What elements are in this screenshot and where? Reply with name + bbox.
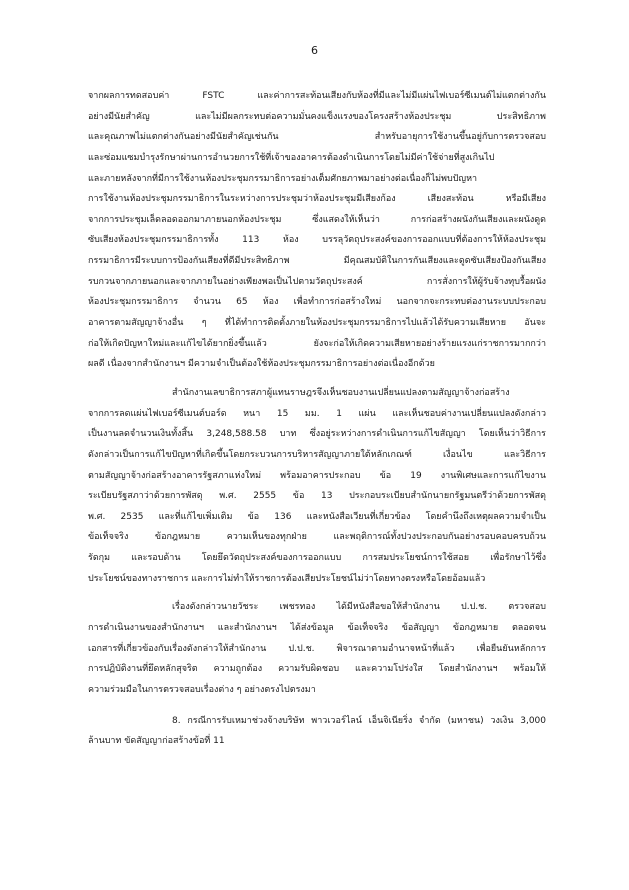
text-line: และซ่อมแซมบำรุงรักษาผ่านการอำนวยการใช้ที่เจ้าของอาคารต้องดำเนินการโดยไม่มีค่าใช้จ่ายที่สูงเกินไป bbox=[88, 152, 495, 163]
paragraph-secretariat-approval bbox=[88, 383, 546, 589]
text-line: ล้านบาท ขัดสัญญาก่อสร้างข้อที่ 11 bbox=[88, 736, 225, 747]
text-line: การใช้งานห้องประชุมกรรมาธิการในระหว่างการประชุมว่าห้องประชุมมีเสียงก้อง เสียงสะท้อน หรือมีเสียง bbox=[88, 194, 546, 205]
text-line: พ.ศ. 2535 และที่แก้ไขเพิ่มเติม ข้อ 136 และหนังสือเวียนที่เกี่ยวข้อง โดยคำนึงถึงเหตุผลความจำเป็น bbox=[88, 511, 546, 522]
text-line: ดังกล่าวเป็นการแก้ไขปัญหาที่เกิดขึ้นโดยกระบวนการบริหารสัญญาภายใต้หลักเกณฑ์ เงื่อนไข และวิธีการ bbox=[88, 449, 546, 460]
paragraph-nacc-review bbox=[88, 597, 546, 700]
text-line: ผลดี เนื่องจากสำนักงานฯ มีความจำเป็นต้องใช้ห้องประชุมกรรมาธิการอย่างต่อเนื่องอีกด้วย bbox=[88, 359, 435, 370]
text-line: อาคารตามสัญญาจ้างอื่น ๆ ที่ได้ทำการติดตั้งภายในห้องประชุมกรรมาธิการไปแล้วได้รับความเสียหาย อันจะ bbox=[88, 318, 546, 329]
text-line: ความร่วมมือในการตรวจสอบเรื่องต่าง ๆ อย่างตรงไปตรงมา bbox=[88, 684, 316, 695]
text-line: อย่างมีนัยสำคัญ และไม่มีผลกระทบต่อความมั่นคงแข็งแรงของโครงสร้างห้องประชุม ประสิทธิภาพ bbox=[88, 111, 546, 122]
text-line: ห้องประชุมกรรมาธิการ จำนวน 65 ห้อง เพื่อทำการก่อสร้างใหม่ นอกจากจะกระทบต่องานระบบประกอบ bbox=[88, 297, 546, 308]
text-line: เรื่องดังกล่าวนายวัชระ เพชรทอง ได้มีหนังสือขอให้สำนักงาน ป.ป.ช. ตรวจสอบ bbox=[172, 602, 546, 613]
page-number: 6 bbox=[311, 44, 318, 57]
text-line: ตามสัญญาจ้างก่อสร้างอาคารรัฐสภาแห่งใหม่ พร้อมอาคารประกอบ ข้อ 19 งานพิเศษและการแก้ไขงาน bbox=[88, 470, 546, 481]
paragraph-spacer bbox=[88, 701, 546, 711]
text-line: และภายหลังจากที่มีการใช้งานห้องประชุมกรรมาธิการอย่างเต็มศักยภาพมาอย่างต่อเนื่องก็ไม่พบปัญหา bbox=[88, 173, 478, 184]
text-line: กรรมาธิการมีระบบการป้องกันเสียงที่ดีมีประสิทธิภาพ มีคุณสมบัติในการกันเสียงและดูดซับเสียงป้องกันเสียง bbox=[88, 256, 546, 267]
paragraph-spacer bbox=[88, 589, 546, 597]
text-line: และคุณภาพไม่แตกต่างกันอย่างมีนัยสำคัญเช่นกัน สำหรับอายุการใช้งานขึ้นอยู่กับการตรวจสอบ bbox=[88, 132, 546, 143]
text-line: ระเบียบรัฐสภาว่าด้วยการพัสดุ พ.ศ. 2555 ข้อ 13 ประกอบระเบียบสำนักนายกรัฐมนตรีว่าด้วยการพัสดุ bbox=[88, 491, 546, 502]
numbered-heading-line: 8. กรณีการรับเหมาช่วงจ้างบริษัท พาวเวอร์ไลน์ เอ็นจิเนียริ่ง จำกัด (มหาชน) วงเงิน 3,000 bbox=[172, 715, 546, 726]
text-line: จากการประชุมเล็ดลอดออกมาภายนอกห้องประชุม ซึ่งแสดงให้เห็นว่า การก่อสร้างผนังกันเสียงและผนังดูด bbox=[88, 214, 546, 225]
section-item-8 bbox=[88, 711, 546, 752]
text-line: ก่อให้เกิดปัญหาใหม่และแก้ไขได้ยากยิ่งขึ้นแล้ว ยังจะก่อให้เกิดความเสียหายอย่างร้ายแรงแก่ราชการมากกว่า bbox=[88, 338, 546, 349]
text-line: การดำเนินงานของสำนักงานฯ และสำนักงานฯ ได้ส่งข้อมูล ข้อเท็จจริง ข้อสัญญา ข้อกฎหมาย ตลอดจน bbox=[88, 623, 546, 634]
text-line: จากผลการทดสอบค่า FSTC และค่าการสะท้อนเสียงกับห้องที่มีและไม่มีแผ่นไฟเบอร์ซีเมนต์ไม่แตกต่างกัน bbox=[88, 91, 546, 101]
paragraph-spacer bbox=[88, 375, 546, 383]
paragraph-fstc-results bbox=[88, 86, 546, 375]
text-line: ซับเสียงห้องประชุมกรรมาธิการทั้ง 113 ห้อง บรรลุวัตถุประสงค์ของการออกแบบที่ต้องการให้ห้องประชุม bbox=[88, 235, 546, 246]
text-line: เอกสารที่เกี่ยวข้องกับเรื่องดังกล่าวให้สำนักงาน ป.ป.ช. พิจารณาตามอำนาจหน้าที่แล้ว เพื่อยืนยันหลักการ bbox=[88, 643, 546, 654]
text-line: การปฏิบัติงานที่ยึดหลักสุจริต ความถูกต้อง ความรับผิดชอบ และความโปร่งใส โดยสำนักงานฯ พร้อมให้ bbox=[88, 664, 546, 675]
document-body bbox=[88, 86, 546, 752]
text-line: ข้อเท็จจริง ข้อกฎหมาย ความเห็นของทุกฝ่าย และพฤติการณ์ทั้งปวงประกอบกันอย่างรอบคอบครบถ้วน bbox=[88, 532, 546, 543]
text-line: รัดกุม และรอบด้าน โดยยึดวัตถุประสงค์ของการออกแบบ การสมประโยชน์การใช้สอย เพื่อรักษาไว้ซึ่ง bbox=[88, 553, 546, 564]
text-line: สำนักงานเลขาธิการสภาผู้แทนราษฎรจึงเห็นชอบงานเปลี่ยนแปลงตามสัญญาจ้างก่อสร้าง bbox=[172, 387, 510, 398]
text-line: จากการลดแผ่นไฟเบอร์ซีเมนต์บอร์ด หนา 15 มม. 1 แผ่น และเห็นชอบค่างานเปลี่ยนแปลงดังกล่าว bbox=[88, 408, 546, 419]
text-line: ประโยชน์ของทางราชการ และการไม่ทำให้ราชการต้องเสียประโยชน์ไม่ว่าโดยทางตรงหรือโดยอ้อมแล้ว bbox=[88, 573, 486, 584]
text-line: รบกวนจากภายนอกและจากภายในอย่างเพียงพอเป็นไปตามวัตถุประสงค์ การสั่งการให้ผู้รับจ้างทุบรื้อผนัง bbox=[88, 276, 546, 287]
text-line: เป็นงานลดจำนวนเงินทั้งสิ้น 3,248,588.58 บาท ซึ่งอยู่ระหว่างการดำเนินการแก้ไขสัญญา โดยเห็นว่าวิธีการ bbox=[88, 429, 546, 440]
